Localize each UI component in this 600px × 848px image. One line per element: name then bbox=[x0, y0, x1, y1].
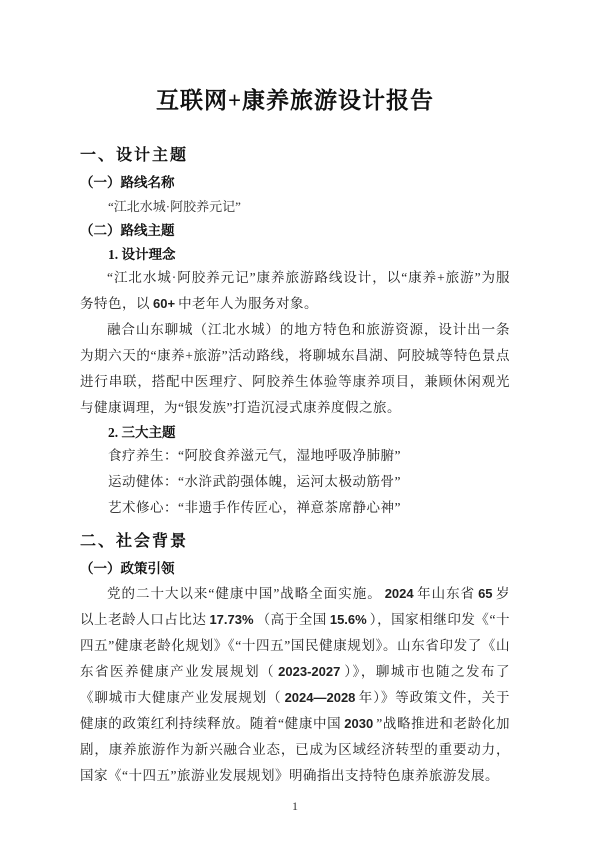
policy-guidance-paragraph: 党的二十大以来“健康中国”战略全面实施。 2024 年山东省 65 岁以上老龄人口占比达 17.73% （高于全国 15.6% ），国家相继印发《“十四五”健康老龄化规划》《“十四五”国民健康规划》。山东省印发了《山东省医养健康产业发展规划（ 2023-2027 ）》，聊城市也随之发布了《聊城市大健康产业发展规划（ 2024—2028 年）》等政策文件，关于健康的政策红利持续释放。随着“健康中国 2030 ”战略推进和老龄化加剧，康养旅游作为新兴融合业态，已成为区域经济转型的重要动力，国家《“十四五”旅游业发展规划》明确指出支持特色康养旅游发展。 bbox=[80, 586, 511, 783]
route-name-heading: （一）路线名称 bbox=[80, 175, 175, 190]
theme-item-art: 艺术修心：“非遗手作传匠心，禅意茶席静心神” bbox=[108, 500, 401, 515]
design-concept-paragraph-2: 融合山东聊城（江北水城）的地方特色和旅游资源，设计出一条为期六天的“康养+旅游”活动路线，将聊城东昌湖、阿胶城等特色景点进行串联，搭配中医理疗、阿胶养生体验等康养项目，兼顾休闲观光与健康调理，为“银发族”打造沉浸式康养度假之旅。 bbox=[80, 322, 510, 415]
document-title: 互联网+康养旅游设计报告 bbox=[155, 88, 435, 113]
section2-heading: 二、社会背景 bbox=[80, 533, 189, 550]
route-theme-heading: （二）路线主题 bbox=[80, 223, 175, 238]
theme-item-diet: 食疗养生：“阿胶食养滋元气，湿地呼吸净肺腑” bbox=[108, 448, 401, 463]
theme-item-sport: 运动健体：“水浒武韵强体魄，运河太极动筋骨” bbox=[108, 474, 401, 489]
design-concept-paragraph-1: “江北水城·阿胶养元记”康养旅游路线设计，以“康养+旅游”为服务特色，以 60+ 中老年人为服务对象。 bbox=[80, 270, 510, 311]
route-name-text: “江北水城·阿胶养元记” bbox=[108, 199, 241, 214]
section-design-theme bbox=[80, 145, 510, 521]
design-concept-heading: 1. 设计理念 bbox=[108, 247, 176, 262]
three-themes-heading: 2. 三大主题 bbox=[108, 425, 176, 440]
section-social-background bbox=[80, 531, 510, 789]
page-number: 1 bbox=[292, 799, 298, 813]
page-footer bbox=[80, 797, 510, 815]
section1-heading: 一、设计主题 bbox=[80, 147, 189, 164]
policy-guidance-heading: （一）政策引领 bbox=[80, 561, 175, 576]
